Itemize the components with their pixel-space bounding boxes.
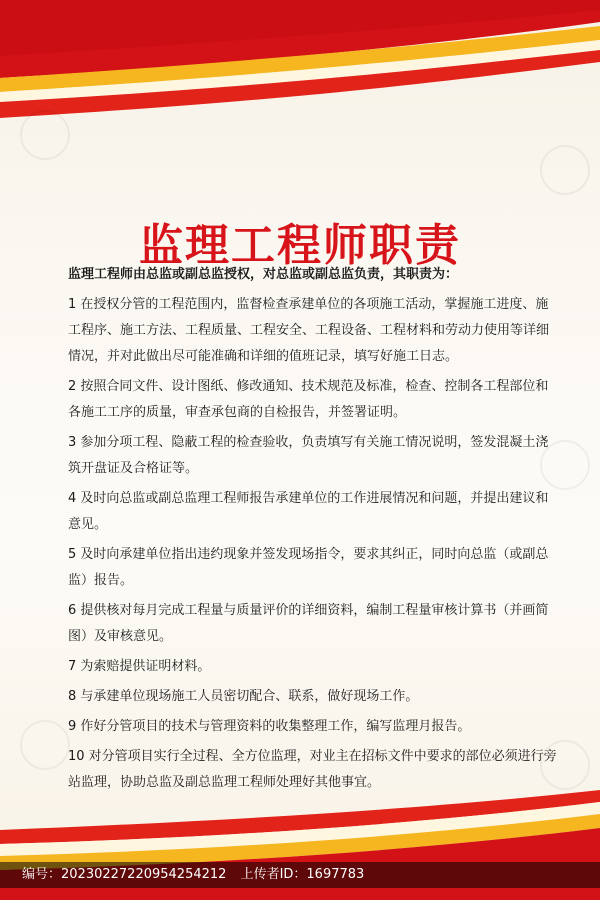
duty-item: 5 及时向承建单位指出违约现象并签发现场指令，要求其纠正，同时向总监（或副总监）报告。 (68, 547, 549, 588)
duties-content (68, 262, 560, 796)
image-id-text: 编号：20230227220954254212 (22, 867, 227, 882)
watermark-logo-icon (540, 145, 590, 195)
duty-item: 3 参加分项工程、隐蔽工程的检查验收，负责填写有关施工情况说明，签发混凝土浇筑开盘证及合格证等。 (68, 435, 549, 476)
duty-item: 7 为索赔提供证明材料。 (68, 659, 211, 674)
poster-title: 监理工程师职责 (139, 220, 461, 272)
duty-item: 4 及时向总监或副总监理工程师报告承建单位的工作进展情况和问题，并提出建议和意见。 (68, 491, 549, 532)
duty-item: 10 对分管项目实行全过程、全方位监理，对业主在招标文件中要求的部位必须进行旁站监理，协助总监及副总监理工程师处理好其他事宜。 (68, 749, 557, 790)
duty-item: 2 按照合同文件、设计图纸、修改通知、技术规范及标准，检查、控制各工程部位和各施工工序的质量，审查承包商的自检报告，并签署证明。 (68, 379, 549, 420)
duty-item: 9 作好分管项目的技术与管理资料的收集整理工作，编写监理月报告。 (68, 719, 471, 734)
footer-info-bar (0, 862, 600, 888)
watermark-logo-icon (20, 720, 70, 770)
duty-item: 8 与承建单位现场施工人员密切配合、联系，做好现场工作。 (68, 689, 419, 704)
uploader-id-text: 上传者ID：1697783 (240, 867, 365, 882)
top-decorative-band (0, 0, 600, 130)
watermark-logo-icon (20, 110, 70, 160)
duty-item: 1 在授权分管的工程范围内，监督检查承建单位的各项施工活动，掌握施工进度、施工程序、施工方法、工程质量、工程安全、工程设备、工程材料和劳动力使用等详细情况，并对此做出尽可能准确和详细的值班记录，填写好施工日志。 (68, 297, 550, 364)
intro-text: 监理工程师由总监或副总监授权，对总监或副总监负责，其职责为： (68, 267, 459, 282)
duty-item: 6 提供核对每月完成工程量与质量评价的详细资料，编制工程量审核计算书（并画简图）及审核意见。 (68, 603, 549, 644)
